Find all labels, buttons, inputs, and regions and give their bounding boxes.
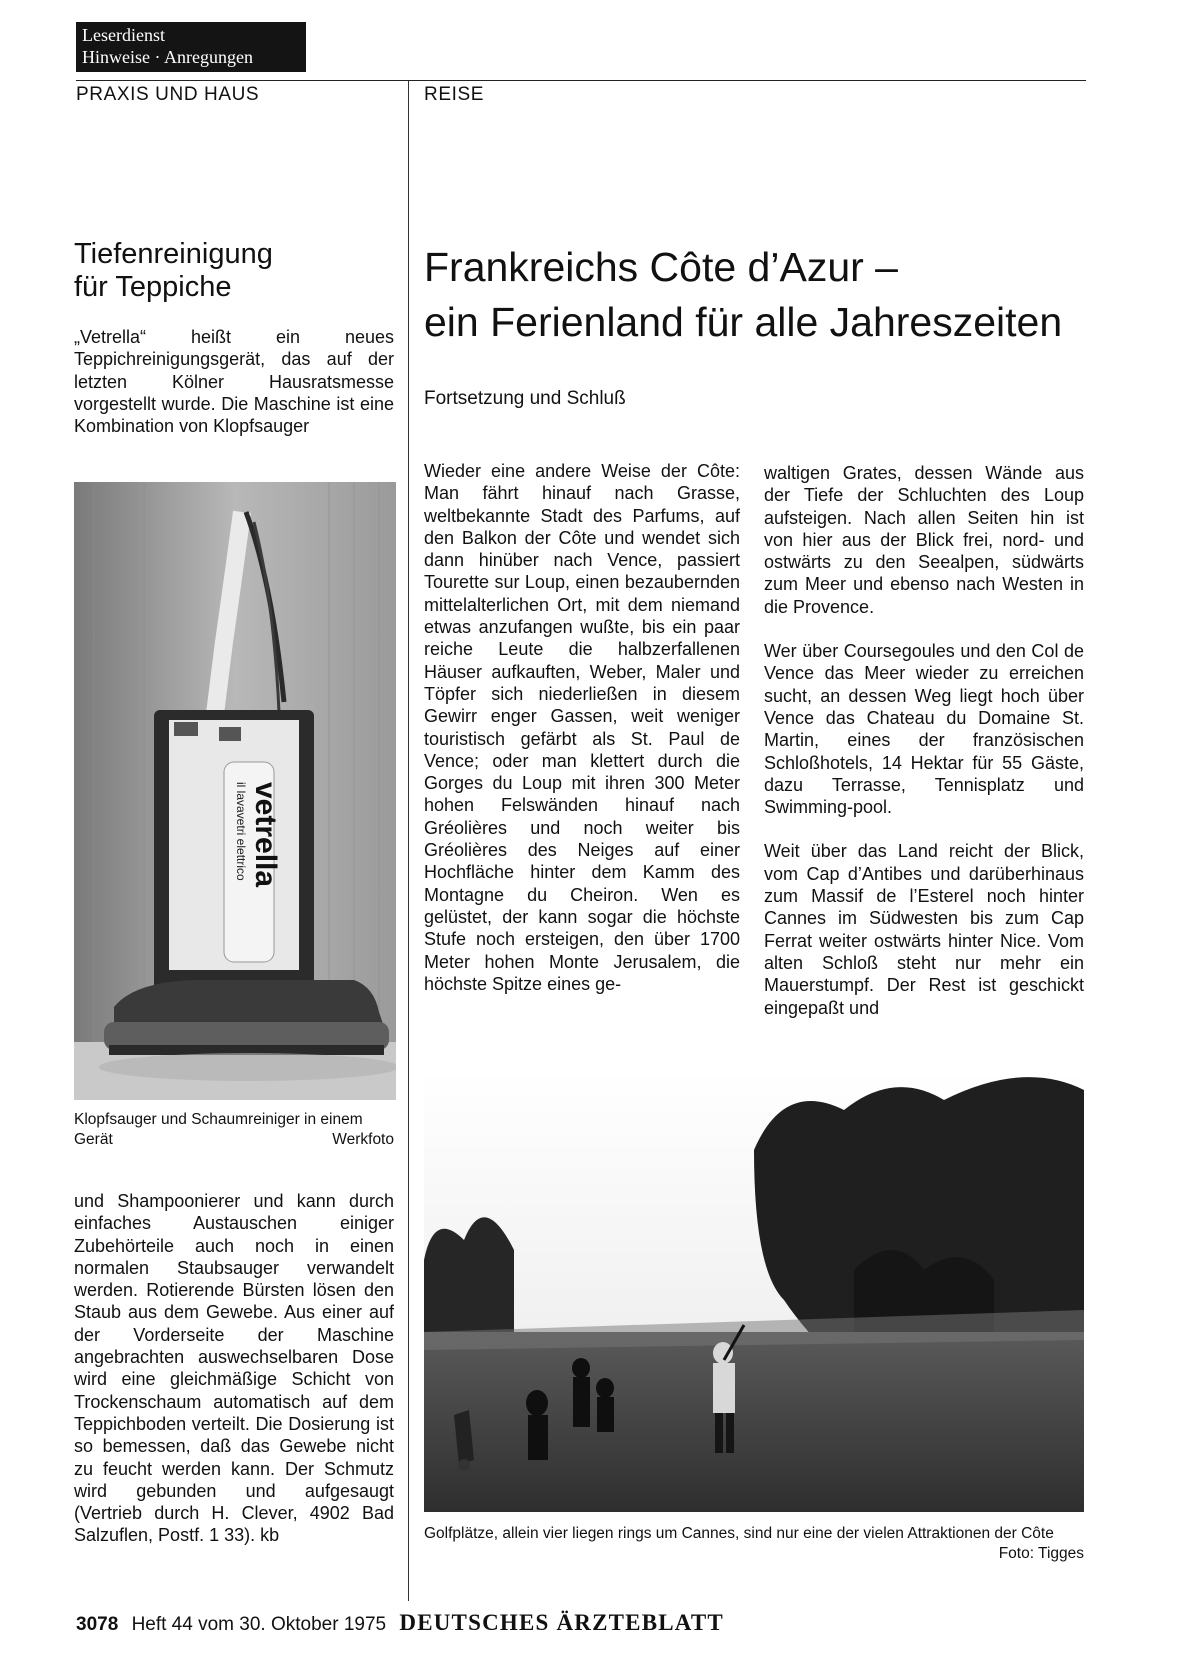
leserdienst-badge (76, 22, 306, 72)
badge-line-2: Hinweise · Anregungen (82, 47, 253, 67)
vacuum-cleaner-illustration (74, 482, 396, 1100)
right-title-line-1: Frankreichs Côte d’Azur – (424, 244, 898, 290)
vacuum-cleaner-photo (74, 482, 396, 1100)
column-2-paragraph-1: waltigen Grates, dessen Wände aus der Tiefe der Schluchten des Loup aufsteigen. Nach allen Seiten hin ist von hier aus der Blick frei, nord- und ostwärts zu den Seealpen, südwärts zum Meer und ebenso nach Westen in die Provence. (764, 463, 1084, 617)
left-caption-credit: Werkfoto (332, 1131, 394, 1148)
left-article-title (74, 238, 404, 304)
magazine-title: DEUTSCHES ÄRZTEBLATT (399, 1610, 724, 1635)
badge-line-1: Leserdienst (82, 25, 165, 45)
right-photo-caption (424, 1524, 1084, 1564)
right-caption-credit: Foto: Tigges (998, 1545, 1084, 1562)
vetrella-subtext-label: il lavavetri elettrico (234, 782, 248, 881)
section-label-right: REISE (424, 84, 485, 105)
header-rule (76, 80, 1086, 81)
left-photo-caption (74, 1110, 394, 1150)
column-2-paragraph-2: Wer über Coursegoules und den Col de Vence das Meer wieder zu erreichen sucht, an dessen Weg liegt hoch über Vence das Chateau du Domaine St. Martin, eines der französischen Schloßhotels, 14 Hektar für 55 Gäste, dazu Terrasse, Tennisplatz und Swimming-pool. (764, 641, 1084, 818)
page-footer (76, 1610, 724, 1640)
right-caption-text: Golfplätze, allein vier liegen rings um Cannes, sind nur eine der vielen Attraktionen der Côte (424, 1525, 1054, 1542)
golf-course-illustration (424, 1070, 1084, 1512)
left-caption-text: Klopfsauger und Schaumreiniger in einem Gerät (74, 1111, 363, 1148)
left-title-line-1: Tiefenreinigung (74, 238, 273, 270)
right-article-title (424, 240, 1104, 350)
left-title-line-2: für Teppiche (74, 271, 232, 303)
issue-info: Heft 44 vom 30. Oktober 1975 (131, 1614, 387, 1635)
left-article-body: und Shampoonierer und kann durch einfaches Austauschen einiger Zubehörteile auch noch in einen normalen Staubsauger verwandelt werden. Rotierende Bürsten lösen den Staub aus dem Gewebe. Aus einer auf der Vorderseite der Maschine angebrachten auswechselbaren Dose wird eine gleichmäßige Schicht von Trockenschaum automatisch auf dem Teppichboden verteilt. Die Dosierung ist so bemessen, daß das Gewebe nicht zu feucht werden kann. Der Schmutz wird gebunden und aufgesaugt (Vertrieb durch H. Clever, 4902 Bad Salzuflen, Postf. 1 33). kb (74, 1191, 394, 1546)
right-article-subtitle: Fortsetzung und Schluß (424, 388, 626, 409)
page-number: 3078 (76, 1614, 119, 1635)
right-title-line-2: ein Ferienland für alle Jahreszeiten (424, 299, 1063, 345)
right-article-column-2 (764, 462, 1084, 1019)
column-2-paragraph-3: Weit über das Land reicht der Blick, vom Cap d’Antibes und darüberhinaus zum Massif de l’Esterel noch hinter Cannes im Südwesten bis zum Cap Ferrat weiter ostwärts hinter Nice. Vom alten Schloß steht nur mehr ein Mauerstumpf. Der Rest ist geschickt eingepaßt und (764, 841, 1084, 1018)
section-label-left: PRAXIS UND HAUS (76, 84, 260, 105)
left-article-intro: „Vetrella“ heißt ein neues Teppichreinigungsgerät, das auf der letzten Kölner Hausratsmesse vorgestellt wurde. Die Maschine ist eine Kombination von Klopfsauger (74, 327, 394, 437)
column-divider (408, 81, 409, 1601)
golf-course-photo (424, 1070, 1084, 1512)
right-article-column-1: Wieder eine andere Weise der Côte: Man fährt hinauf nach Grasse, weltbekannte Stadt des Parfums, auf den Balkon der Côte und wendet sich dann hinüber nach Vence, passiert Tourette sur Loup, einen bezaubernden mittelalterlichen Ort, mit dem niemand etwas anzufangen wußte, bis ein paar reiche Leute die halbzerfallenen Häuser aufkauften, Weber, Maler und Töpfer sich niederließen in diesem Gewirr enger Gassen, weit weniger touristisch gefärbt als St. Paul de Vence; oder man klettert durch die Gorges du Loup mit ihren 300 Meter hohen Felswänden hinauf nach Gréolières und noch weiter bis Gréolières des Neiges auf einer Hochfläche hinter dem Kamm des Montagne du Cheiron. Wen es gelüstet, der kann sogar die höchste Stufe noch ersteigen, den über 1700 Meter hohen Monte Jerusalem, die höchste Spitze eines ge- (424, 461, 740, 994)
vetrella-brand-label: vetrella (249, 782, 282, 888)
